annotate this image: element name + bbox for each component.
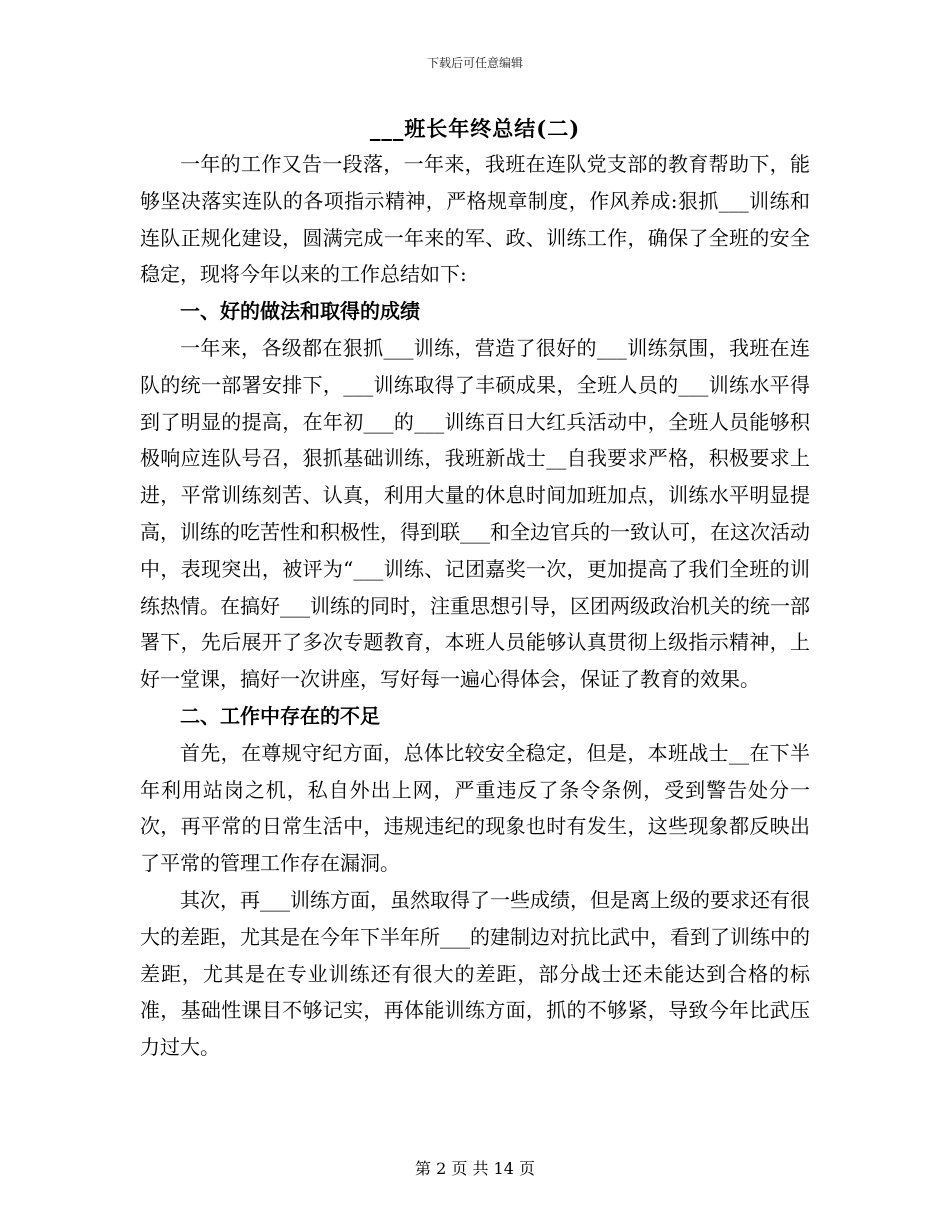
section-2-heading: 二、工作中存在的不足 [180, 703, 380, 728]
section-2-paragraph-2: 其次，再___训练方面，虽然取得了一些成绩，但是离上级的要求还有很大的差距，尤其是在今年下半年所___的建制边对抗比武中，看到了训练中的差距，尤其是在专业训练还有很大的差距，部分战士还未能达到合格的标准，基础性课目不够记实，再体能训练方面，抓的不够紧，导致今年比武压力过大。 [140, 887, 810, 1060]
document-title: ___班长年终总结(二) [369, 116, 581, 141]
document-body [140, 146, 810, 1066]
intro-paragraph: 一年的工作又告一段落，一年来，我班在连队党支部的教育帮助下，能够坚决落实连队的各项指示精神，严格规章制度，作风养成:狠抓___训练和连队正规化建设，圆满完成一年来的军、政、训练工作，确保了全班的安全稳定，现将今年以来的工作总结如下: [140, 152, 810, 287]
section-2-paragraph-1: 首先，在尊规守纪方面，总体比较安全稳定，但是，本班战士__在下半年利用站岗之机，私自外出上网，严重违反了条令条例，受到警告处分一次，再平常的日常生活中，违规违纪的现象也时有发生，这些现象都反映出了平常的管理工作存在漏洞。 [140, 740, 810, 876]
section-1-paragraph: 一年来，各级都在狠抓___训练，营造了很好的___训练氛围，我班在连队的统一部署安排下，___训练取得了丰硕成果，全班人员的___训练水平得到了明显的提高，在年初___的___训练百日大红兵活动中，全班人员能够积极响应连队号召，狠抓基础训练，我班新战士__自我要求严格，积极要求上进，平常训练刻苦、认真，利用大量的休息时间加班加点，训练水平明显提高，训练的吃苦性和积极性，得到联___和全边官兵的一致认可，在这次活动中，表现突出，被评为“___训练、记团嘉奖一次，更加提高了我们全班的训练热情。在搞好___训练的同时，注重思想引导，区团两级政治机关的统一部署下，先后展开了多次专题教育，本班人员能够认真贯彻上级指示精神，上好一堂课，搞好一次讲座，写好每一遍心得体会，保证了教育的效果。 [140, 335, 810, 692]
header-note: 下载后可任意编辑 [426, 56, 523, 70]
section-1-heading: 一、好的做法和取得的成绩 [180, 299, 420, 324]
page-number-footer: 第 2 页 共 14 页 [415, 1159, 535, 1178]
